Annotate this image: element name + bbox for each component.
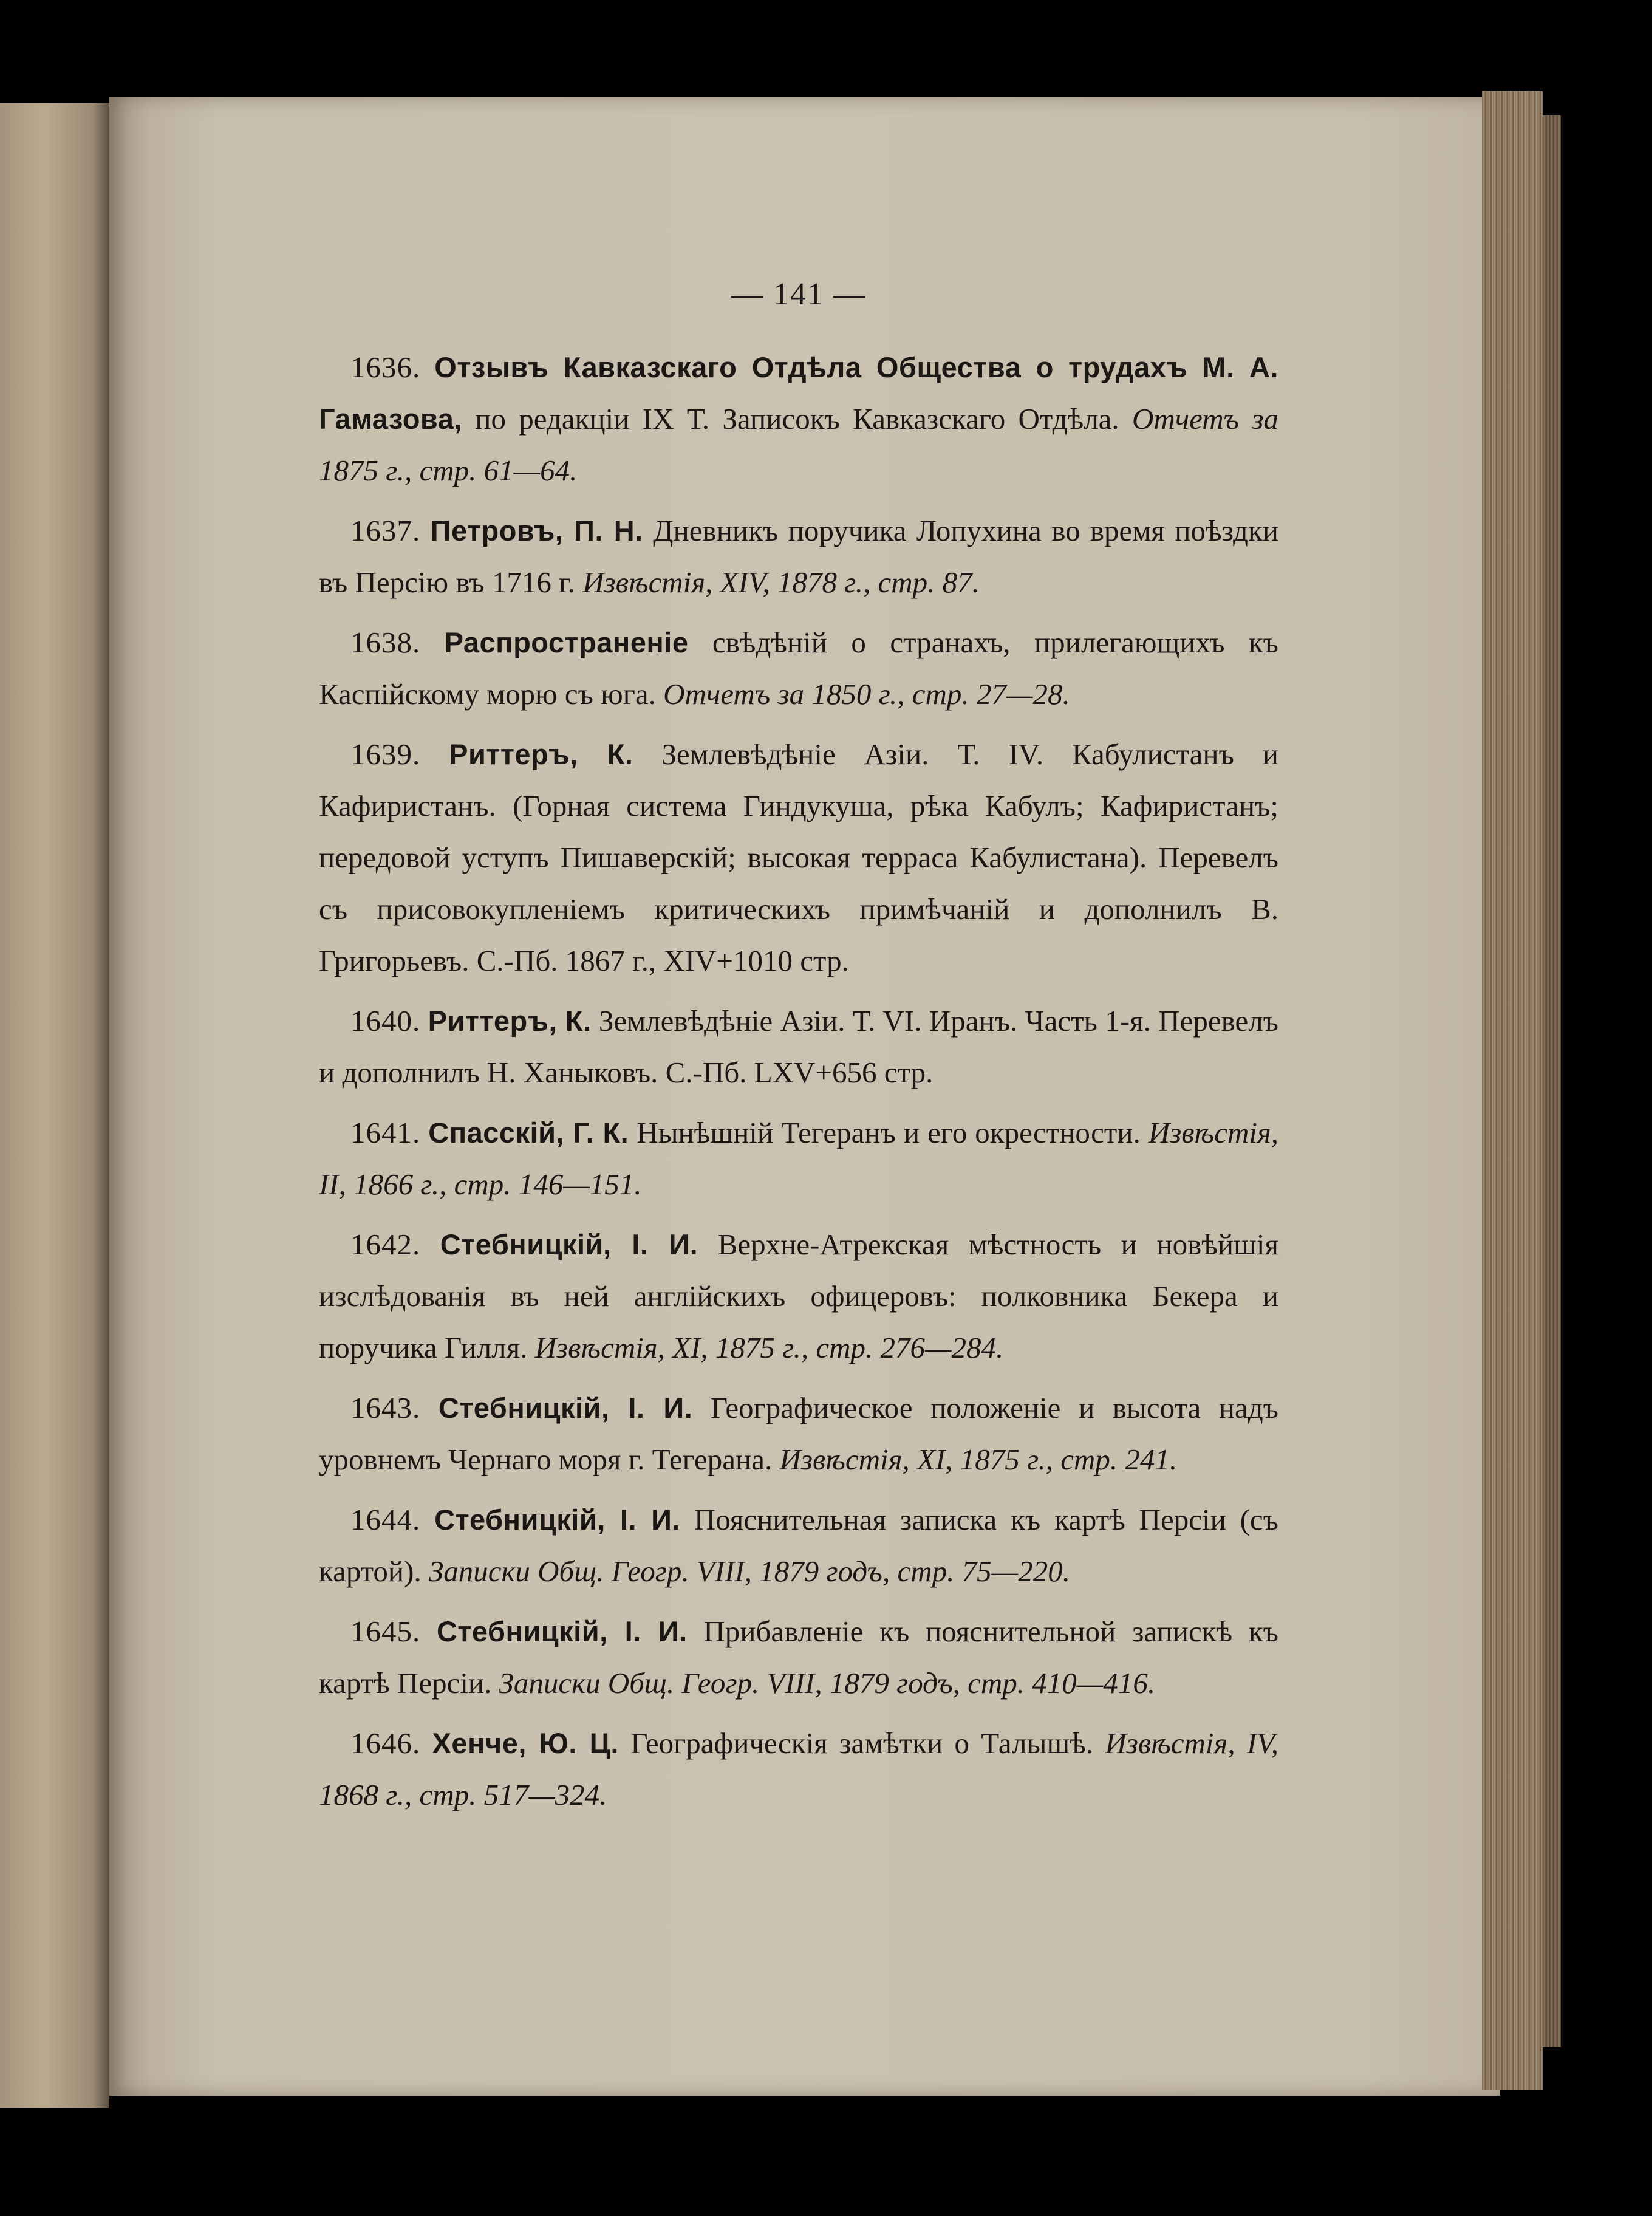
entry-citation: Извѣстія, XIV, 1878 г., стр. 87. — [582, 566, 980, 599]
bibliography-entry — [319, 1382, 1278, 1485]
bibliography-entry — [319, 505, 1278, 608]
entry-author: Стебницкій, I. И. — [438, 1392, 693, 1424]
entry-number: 1644. — [350, 1503, 421, 1536]
entry-title: Географическія замѣтки о Талышѣ. — [630, 1726, 1094, 1760]
entry-author: Распространеніе — [444, 626, 689, 658]
page-content — [319, 276, 1278, 1829]
page-stack-edge-outer — [1543, 115, 1561, 2047]
entry-citation: Записки Общ. Геогр. VIII, 1879 годъ, стр. 410—416. — [499, 1666, 1156, 1700]
entry-title: Верхне-Атрекская мѣстность и новѣйшія изслѣдованія въ ней англійскихъ офицеровъ: полковника Бекера и поручика Гилля. — [319, 1228, 1278, 1364]
entry-citation: Отчетъ за 1875 г., стр. 61—64. — [319, 402, 1279, 487]
entry-title: по редакціи IX Т. Записокъ Кавказскаго Отдѣла. — [475, 402, 1119, 436]
entry-number: 1641. — [350, 1116, 421, 1149]
entry-author: Петровъ, П. Н. — [430, 515, 643, 547]
entry-author: Хенче, Ю. Ц. — [432, 1727, 619, 1759]
entry-author: Стебницкій, I. И. — [434, 1503, 681, 1536]
entry-number: 1636. — [350, 351, 421, 384]
bibliography-entry — [319, 728, 1278, 987]
entry-author: Риттеръ, К. — [428, 1005, 592, 1037]
bibliography-entry — [319, 1606, 1278, 1709]
entry-title: свѣдѣній о странахъ, прилегающихъ къ Каспійскому морю съ юга. — [319, 626, 1279, 711]
entry-number: 1646. — [350, 1726, 421, 1760]
entry-title: Нынѣшній Тегеранъ и его окрестности. — [637, 1116, 1141, 1149]
entry-citation: Отчетъ за 1850 г., стр. 27—28. — [663, 677, 1070, 711]
page-stack-edge — [1482, 91, 1543, 2090]
entry-number: 1643. — [350, 1391, 421, 1424]
bibliography-entry — [319, 995, 1278, 1098]
bibliography-entry — [319, 1107, 1278, 1210]
entry-title: Пояснительная записка къ картѣ Персіи (съ картой). — [319, 1503, 1279, 1588]
entry-citation: Извѣстія, IV, 1868 г., стр. 517—324. — [319, 1726, 1279, 1811]
entry-number: 1639. — [350, 737, 421, 771]
entry-citation: Извѣстія, XI, 1875 г., стр. 241. — [779, 1443, 1178, 1476]
entry-number: 1640. — [350, 1004, 421, 1038]
bibliography-entry — [319, 1494, 1278, 1597]
bibliography-entry — [319, 341, 1278, 496]
entry-author: Риттеръ, К. — [449, 738, 633, 770]
entry-title: Землевѣдѣніе Азіи. Т. IV. Кабулистанъ и Кафиристанъ. (Горная система Гиндукуша, рѣка Кабулъ; Кафиристанъ; передовой уступъ Пишаверскій; высокая терраса Кабулистана). Перевелъ съ присовокупленіемъ критическихъ примѣчаній и дополнилъ В. Григорьевъ. С.-Пб. 1867 г., XIV+1010 стр. — [319, 737, 1278, 977]
entry-title: Географическое положеніе и высота надъ уровнемъ Чернаго моря г. Тегерана. — [319, 1391, 1279, 1476]
facing-page-edge — [0, 103, 109, 2108]
entry-author: Спасскій, Г. К. — [428, 1117, 629, 1149]
bibliography-entry — [319, 1219, 1278, 1373]
entry-number: 1642. — [350, 1228, 421, 1261]
page-number: — 141 — — [731, 277, 866, 312]
entry-author: Стебницкій, I. И. — [440, 1228, 698, 1260]
entry-title: Землевѣдѣніе Азіи. Т. VI. Иранъ. Часть 1-я. Перевелъ и дополнилъ Н. Ханыковъ. С.-Пб. LXV+656 стр. — [319, 1004, 1278, 1089]
entry-author: Стебницкій, I. И. — [436, 1615, 688, 1647]
entry-citation: Извѣстія, XI, 1875 г., стр. 276—284. — [534, 1331, 1004, 1364]
entry-citation: Извѣстія, II, 1866 г., стр. 146—151. — [319, 1116, 1279, 1201]
entry-number: 1645. — [350, 1615, 421, 1648]
bibliography-entry — [319, 617, 1278, 720]
entry-title: Дневникъ поручика Лопухина во время поѣздки въ Персію въ 1716 г. — [319, 514, 1279, 599]
entry-number: 1638. — [350, 626, 421, 659]
bibliography-entry — [319, 1717, 1278, 1821]
entry-citation: Записки Общ. Геогр. VIII, 1879 годъ, стр. 75—220. — [428, 1554, 1070, 1588]
entry-title: Прибавленіе къ пояснительной запискѣ къ картѣ Персіи. — [319, 1615, 1279, 1700]
entry-number: 1637. — [350, 514, 421, 547]
entry-author: Отзывъ Кавказскаго Отдѣла Общества о трудахъ М. А. Гамазова, — [319, 351, 1278, 435]
